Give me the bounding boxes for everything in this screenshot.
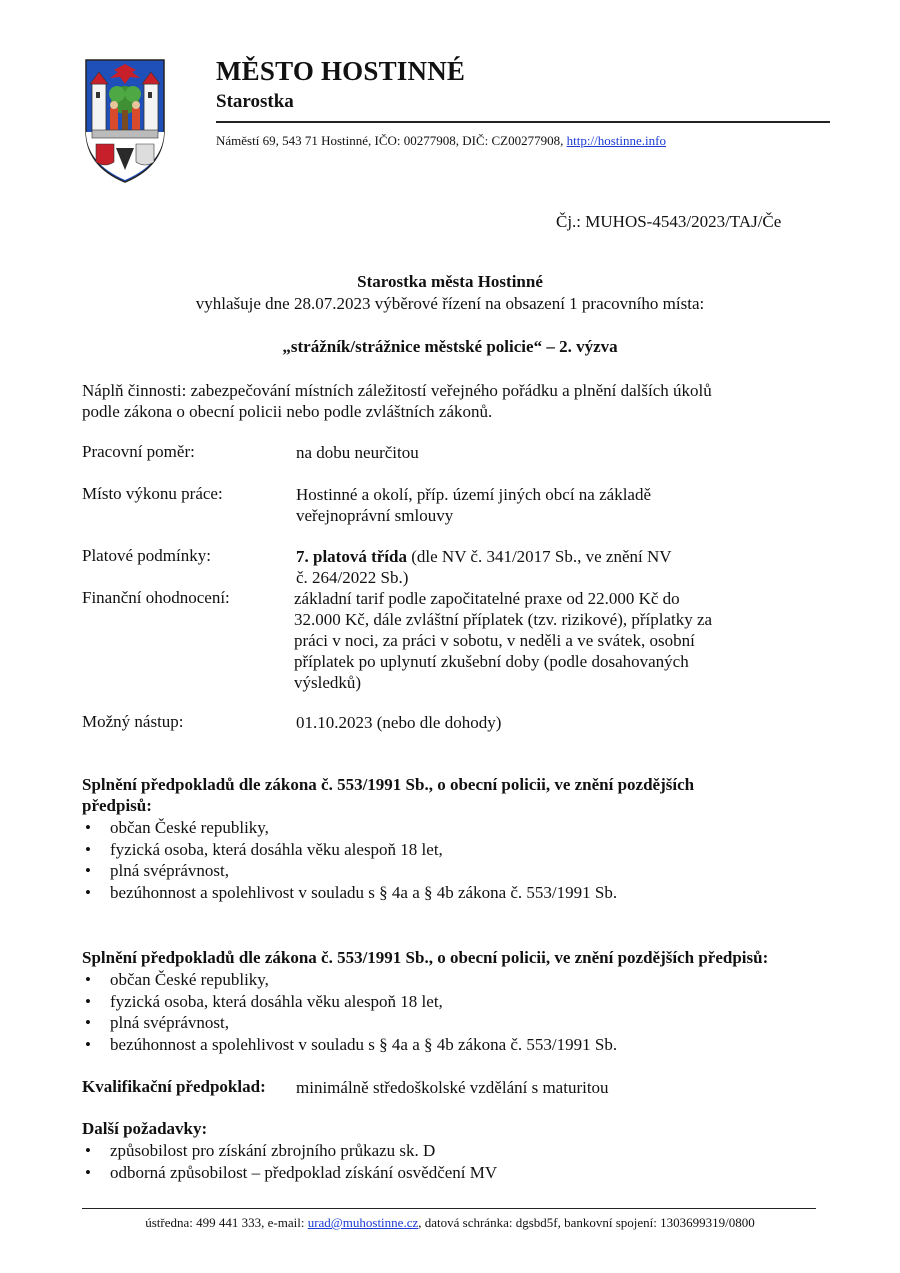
list-item: • odborná způsobilost – předpoklad získání osvědčení MV — [82, 1162, 497, 1184]
financial-label: Finanční ohodnocení: — [82, 588, 230, 607]
start-value: 01.10.2023 (nebo dle dohody) — [296, 713, 502, 732]
email-link[interactable]: urad@muhostinne.cz — [307, 1215, 419, 1230]
qualification-value: minimálně středoškolské vzdělání s maturitou — [296, 1078, 609, 1097]
workplace-line: Hostinné a okolí, příp. území jiných obcí na základě — [296, 485, 652, 504]
coat-of-arms-logo — [84, 58, 166, 184]
employment-label: Pracovní poměr: — [82, 442, 195, 461]
list-item: • bezúhonnost a spolehlivost v souladu s § 4a a § 4b zákona č. 553/1991 Sb. — [82, 882, 617, 904]
requirements-list-2 — [82, 969, 617, 1055]
job-description — [82, 380, 712, 422]
footer-text: , datová schránka: dgsbd5f, bankovní spojení: 1303699319/0800 — [418, 1215, 755, 1230]
announcement-line: vyhlašuje dne 28.07.2023 výběrové řízení na obsazení 1 pracovního místa: — [195, 294, 705, 313]
list-item: • plná svéprávnost, — [82, 1012, 617, 1034]
requirements-heading-1 — [82, 774, 694, 816]
employment-value: na dobu neurčitou — [296, 443, 419, 462]
financial-value — [294, 588, 712, 693]
contact-line — [216, 133, 666, 149]
job-description-line: Náplň činnosti: zabezpečování místních záležitostí veřejného pořádku a plnění dalších úkolů — [82, 381, 712, 400]
city-title: MĚSTO HOSTINNÉ — [216, 56, 466, 86]
financial-line: výsledků) — [294, 673, 362, 692]
financial-line: práci v noci, za práci v sobotu, v neděli a ve svátek, osobní — [294, 631, 695, 650]
contact-text: Náměstí 69, 543 71 Hostinné, IČO: 00277908, DIČ: CZ00277908, — [216, 133, 567, 148]
list-item: • bezúhonnost a spolehlivost v souladu s § 4a a § 4b zákona č. 553/1991 Sb. — [82, 1034, 617, 1056]
financial-line: příplatek po uplynutí zkušební doby (podle dosahovaných — [294, 652, 689, 671]
requirements-heading-line: předpisů: — [82, 796, 152, 815]
list-item: • občan České republiky, — [82, 969, 617, 991]
workplace-label: Místo výkonu práce: — [82, 484, 223, 503]
other-requirements-list — [82, 1140, 497, 1183]
position-title: „strážník/strážnice městské policie“ – 2. výzva — [282, 337, 618, 356]
salary-note: (dle NV č. 341/2017 Sb., ve znění NV — [406, 547, 672, 566]
financial-line: 32.000 Kč, dále zvláštní příplatek (tzv. rizikové), příplatky za — [294, 610, 713, 629]
financial-line: základní tarif podle započitatelné praxe od 22.000 Kč do — [294, 589, 680, 608]
footer-divider — [82, 1208, 816, 1209]
workplace-line: veřejnoprávní smlouvy — [296, 506, 454, 525]
list-item: • fyzická osoba, která dosáhla věku alespoň 18 let, — [82, 839, 617, 861]
office-subtitle: Starostka — [216, 91, 294, 112]
list-item: • způsobilost pro získání zbrojního průkazu sk. D — [82, 1140, 497, 1162]
requirements-heading-2: Splnění předpokladů dle zákona č. 553/1991 Sb., o obecní policii, ve znění pozdějších předpisů: — [82, 948, 769, 967]
other-requirements-heading: Další požadavky: — [82, 1119, 208, 1138]
salary-class: 7. platová třída — [296, 547, 407, 566]
requirements-heading-line: Splnění předpokladů dle zákona č. 553/1991 Sb., o obecní policii, ve znění pozdějších — [82, 775, 695, 794]
footer-contact — [0, 1215, 900, 1231]
salary-label: Platové podmínky: — [82, 546, 211, 565]
requirements-list-1 — [82, 817, 617, 903]
job-description-line: podle zákona o obecní policii nebo podle zvláštních zákonů. — [82, 402, 493, 421]
list-item: • fyzická osoba, která dosáhla věku alespoň 18 let, — [82, 991, 617, 1013]
reference-number: Čj.: MUHOS-4543/2023/TAJ/Če — [556, 212, 782, 231]
start-label: Možný nástup: — [82, 712, 184, 731]
salary-note-line: č. 264/2022 Sb.) — [296, 568, 409, 587]
header-divider — [216, 121, 830, 123]
salary-value — [296, 546, 672, 588]
website-link[interactable]: http://hostinne.info — [566, 133, 666, 148]
list-item: • občan České republiky, — [82, 817, 617, 839]
announcement-heading: Starostka města Hostinné — [357, 272, 543, 291]
footer-text: ústředna: 499 441 333, e-mail: — [145, 1215, 308, 1230]
workplace-value — [296, 484, 651, 526]
qualification-label: Kvalifikační předpoklad: — [82, 1077, 266, 1096]
list-item: • plná svéprávnost, — [82, 860, 617, 882]
